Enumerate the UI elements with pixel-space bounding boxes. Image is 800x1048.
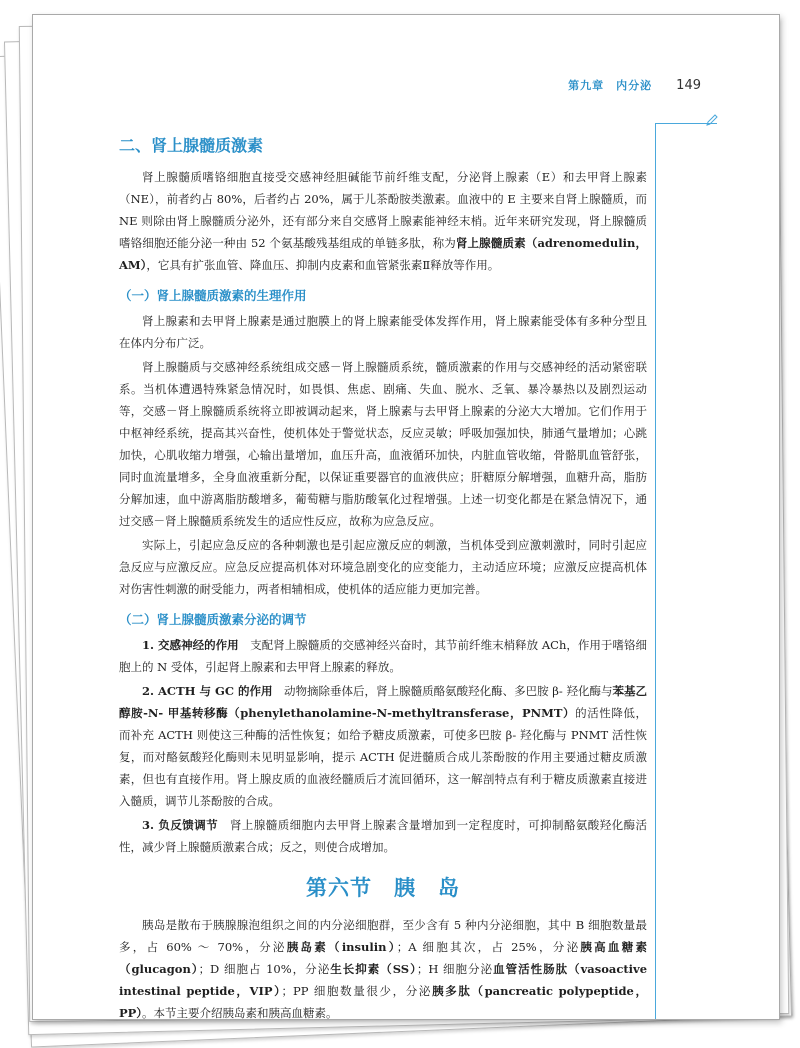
pen-icon xyxy=(705,113,719,127)
regulation-item-1 xyxy=(119,634,647,678)
physiology-paragraph-3: 实际上，引起应急反应的各种刺激也是引起应激反应的刺激，当机体受到应激刺激时，同时引起应急反应与应激反应。应急反应提高机体对环境急剧变化的应变能力，主动适应环境；应激反应提高机体对伤害性刺激的耐受能力，两者相辅相成，使机体的适应能力更加完善。 xyxy=(119,538,647,596)
section-title: 二、肾上腺髓质激素 xyxy=(119,136,264,155)
item-2-heading: 2. ACTH 与 GC 的作用 xyxy=(142,684,273,698)
item-3-heading: 3. 负反馈调节 xyxy=(142,818,219,832)
intro-paragraph xyxy=(119,166,647,276)
book-page xyxy=(32,14,780,1020)
item-2-text-c: 的活性降低，而补充 ACTH 则使这三种酶的活性恢复；如给予糖皮质激素，可使多巴胺 β- 羟化酶与 PNMT 活性恢复，而对酪氨酸羟化酶则未见明显影响，提示 ACTH 促进髓质合成儿茶酚胺的作用主要通过糖皮质激素，但也有直接作用。肾上腺皮质的血液经髓质后才流回循环，这一解剖特点有利于糖皮质激素直接进入髓质，调节儿茶酚胺的合成。 xyxy=(119,706,648,808)
islet-text-d: ；D 细胞占 10%，分泌 xyxy=(198,962,331,976)
item-2-term-pnmt: 苯基乙醇胺-N- 甲基转移酶（phenylethanolamine-N-methyltransferase，PNMT） xyxy=(119,684,648,720)
item-2-text-a: 动物摘除垂体后，肾上腺髓质酪氨酸羟化酶、多巴胺 β- 羟化酶与 xyxy=(272,684,613,698)
intro-text-c: ，它具有扩张血管、降血压、抑制内皮素和血管紧张素Ⅱ释放等作用。 xyxy=(146,258,500,272)
running-header xyxy=(568,77,701,93)
islet-text-a: 胰岛是散布于胰腺腺泡组织之间的内分泌细胞群，至少含有 5 种内分泌细胞，其中 B 细胞数量最多，占 60% ～ 70%，分泌 xyxy=(119,918,647,954)
item-3-body: 肾上腺髓质细胞内去甲肾上腺素含量增加到一定程度时，可抑制酪氨酸羟化酶活性，减少肾上腺髓质激素合成；反之，则使合成增加。 xyxy=(119,818,647,854)
islet-text-g: 。本节主要介绍胰岛素和胰高血糖素。 xyxy=(142,1006,338,1020)
chapter-section-title: 第六节 胰 岛 xyxy=(306,876,460,900)
intro-term-adrenomedulin: 肾上腺髓质素（adrenomedulin，AM） xyxy=(119,236,647,272)
margin-note-rule xyxy=(655,123,656,1020)
item-1-body: 支配肾上腺髓质的交感神经兴奋时，其节前纤维末梢释放 ACh，作用于嗜铬细胞上的 N 受体，引起肾上腺素和去甲肾上腺素的释放。 xyxy=(119,638,647,674)
regulation-item-3 xyxy=(119,814,647,858)
subsection-title-physiology: （一）肾上腺髓质激素的生理作用 xyxy=(119,288,307,303)
islet-text-f: ；PP 细胞数量很少，分泌 xyxy=(281,984,433,998)
islet-text-e: ；H 细胞分泌 xyxy=(416,962,494,976)
page-body xyxy=(119,133,647,1020)
term-pancreatic-polypeptide: 胰多肽（pancreatic polypeptide，PP） xyxy=(119,984,647,1020)
islet-paragraph xyxy=(119,914,647,1020)
regulation-item-2 xyxy=(119,680,647,812)
subsection-title-regulation: （二）肾上腺髓质激素分泌的调节 xyxy=(119,612,307,627)
term-vip: 血管活性肠肽（vasoactive intestinal peptide，VIP） xyxy=(119,962,648,998)
page-number: 149 xyxy=(676,78,701,93)
physiology-paragraph-1: 肾上腺素和去甲肾上腺素是通过胞膜上的肾上腺素能受体发挥作用，肾上腺素能受体有多种分型且在体内分布广泛。 xyxy=(119,314,647,350)
term-glucagon: 胰高血糖素（glucagon） xyxy=(119,940,647,976)
term-somatostatin: 生长抑素（SS） xyxy=(330,962,417,976)
physiology-paragraph-2: 肾上腺髓质与交感神经系统组成交感－肾上腺髓质系统，髓质激素的作用与交感神经的活动紧密联系。当机体遭遇特殊紧急情况时，如畏惧、焦虑、剧痛、失血、脱水、乏氧、暴冷暴热以及剧烈运动等，交感－肾上腺髓质系统将立即被调动起来，肾上腺素与去甲肾上腺素的分泌大大增加。它们作用于中枢神经系统，提高其兴奋性，使机体处于警觉状态，反应灵敏；呼吸加强加快，肺通气量增加；心跳加快，心肌收缩力增强，心输出量增加，血压升高，血液循环加快，内脏血管收缩，骨骼肌血管舒张，同时血流量增多，全身血液重新分配，以保证重要器官的血液供应；肝糖原分解增强，血糖升高，脂肪分解加速，血中游离脂肪酸增多，葡萄糖与脂肪酸氧化过程增强。上述一切变化都是在紧急情况下，通过交感－肾上腺髓质系统发生的适应性反应，故称为应急反应。 xyxy=(119,360,647,528)
islet-text-c: ；A 细胞其次，占 25%，分泌 xyxy=(396,940,581,954)
item-1-heading: 1. 交感神经的作用 xyxy=(142,638,239,652)
intro-text-a: 肾上腺髓质嗜铬细胞直接受交感神经胆碱能节前纤维支配，分泌肾上腺素（E）和去甲肾上腺素（NE），前者约占 80%，后者约占 20%，属于儿茶酚胺类激素。血液中的 E 主要来自肾上腺髓质，而 NE 则除由肾上腺髓质分泌外，还有部分来自交感肾上腺素能神经末梢。近年来研究发现，肾上腺髓质嗜铬细胞还能分泌一种由 52 个氨基酸残基组成的单链多肽，称为 xyxy=(119,170,647,250)
chapter-label: 第九章 内分泌 xyxy=(568,79,653,92)
term-insulin: 胰岛素（insulin） xyxy=(286,940,397,954)
